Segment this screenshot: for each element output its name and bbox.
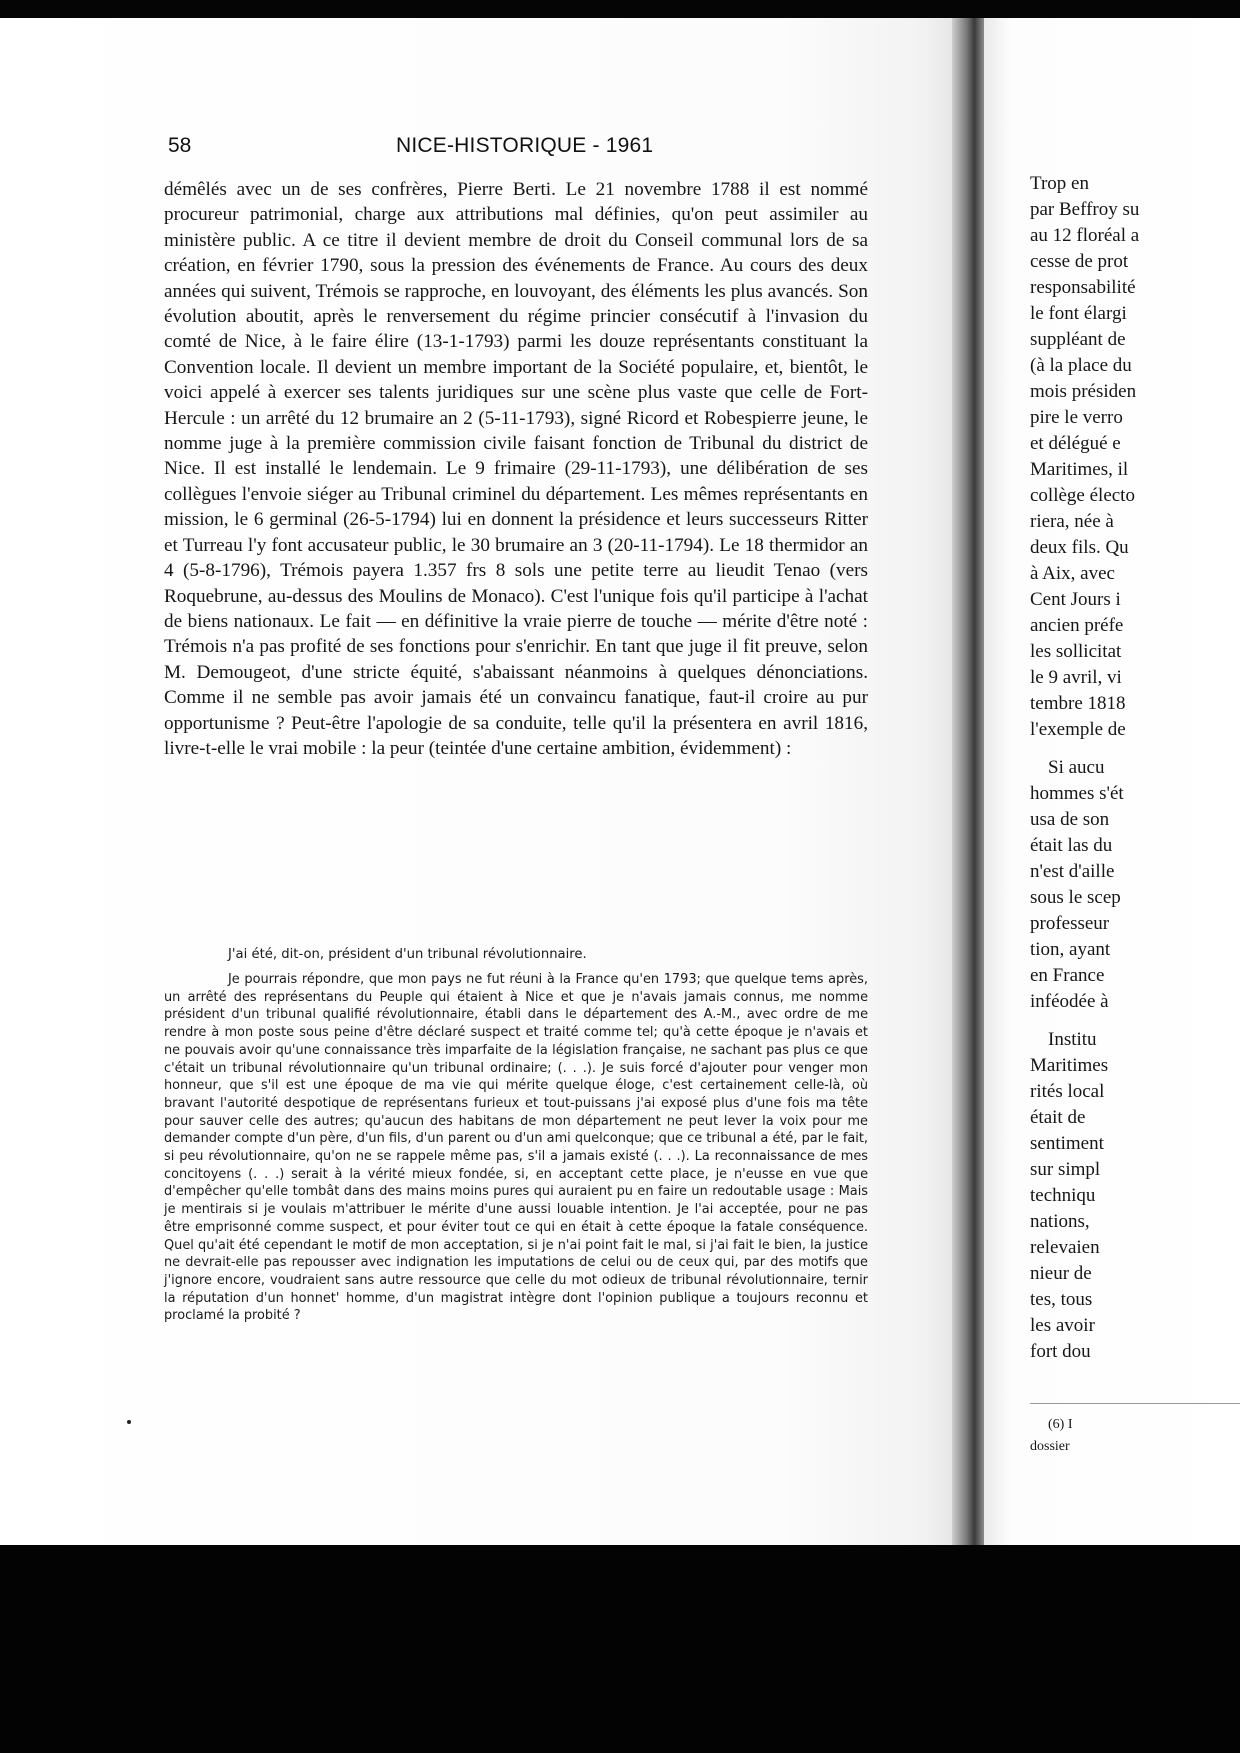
- right-line: Maritimes, il: [1030, 459, 1129, 480]
- right-line: cesse de prot: [1030, 251, 1129, 272]
- right-line: sur simpl: [1030, 1159, 1101, 1180]
- right-line: était de: [1030, 1107, 1086, 1128]
- footnote-rule: [1030, 1403, 1240, 1404]
- right-line: mois présiden: [1030, 381, 1137, 402]
- right-page-text: [1030, 173, 1240, 1493]
- right-line: tes, tous: [1030, 1289, 1093, 1310]
- right-line: responsabilité: [1030, 277, 1136, 298]
- scan-speck: [127, 1420, 131, 1424]
- right-line: fort dou: [1030, 1341, 1091, 1362]
- right-line: par Beffroy su: [1030, 199, 1140, 220]
- right-line: les sollicitat: [1030, 641, 1122, 662]
- footnote-line: (6) I: [1048, 1417, 1073, 1432]
- quote-intro: J'ai été, dit-on, président d'un tribunal révolutionnaire.: [228, 947, 587, 962]
- right-line: l'exemple de: [1030, 719, 1126, 740]
- right-line: et délégué e: [1030, 433, 1121, 454]
- right-line: Cent Jours i: [1030, 589, 1121, 610]
- right-line: au 12 floréal a: [1030, 225, 1140, 246]
- right-line: n'est d'aille: [1030, 861, 1115, 882]
- right-line: professeur: [1030, 913, 1110, 934]
- right-line: riera, née à: [1030, 511, 1114, 532]
- right-line: sous le scep: [1030, 887, 1121, 908]
- quote-text: Je pourrais répondre, que mon pays ne fut réuni à la France qu'en 1793; que quelque tems après, un arrêté des représentans du Peuple qui étaient à Nice et que je n'avais jamais connus, me nomme président d'un tribunal qualifié révolutionnaire, établi dans le département des A.-M., avec ordre de me rendre à mon poste sous peine d'être déclaré suspect et traité comme tel; qu'à cette époque je n'avais et ne pouvais avoir qu'une connaissance très imparfaite de la législation française, ne sachant pas plus ce que c'était un tribunal révolutionnaire qu'un tribunal ordinaire; (. . .). Je suis forcé d'ajouter pour venger mon honneur, que s'il est une époque de ma vie qui mérite quelque éloge, c'est certainement celle-là, où bravant l'autorité despotique de représentans furieux et tout-puissans j'ai exposé plus d'une fois ma tête pour sauver celle des autres; qu'aucun des habitans de mon département ne peut lever la voix pour me demander compte d'un père, d'un fils, d'un parent ou d'un ami quelconque; que ce tribunal a été, par le fait, si peu révolutionnaire, qu'on ne se rappele même pas, s'il a jamais existé (. . .). La reconnaissance de mes concitoyens (. . .) serait à la vérité mieux fondée, si, en acceptant cette place, je n'eusse en vue que d'empêcher qu'elle tombât dans des mains moins pures qui auraient pu en faire un redoutable usage : Mais je mentirais si je voulais m'attribuer le mérite d'une aussi louable intention. Je l'ai acceptée, pour ne pas être emprisonné comme suspect, et pour éviter tout ce qui en était à cette époque la fatale conséquence. Quel qu'ait été cependant le motif de mon acceptation, si je n'ai point fait le mal, si j'ai fait le bien, la justice ne devrait-elle pas repousser avec indignation les imputations de celui ou de ceux qui, par des motifs que j'ignore encore, voudraient sans autre ressource que celle du mot odieux de tribunal révolutionnaire, ternir la réputation d'un honnet' homme, d'un magistrat intègre dont l'opinion publique a toujours reconnu et proclamé la probité ?: [164, 972, 868, 1324]
- journal-title: NICE-HISTORIQUE - 1961: [396, 134, 654, 157]
- right-line: deux fils. Qu: [1030, 537, 1129, 558]
- page-number: 58: [168, 134, 192, 157]
- right-line: (à la place du: [1030, 355, 1132, 376]
- right-line: collège électo: [1030, 485, 1135, 506]
- body-text: démêlés avec un de ses confrères, Pierre Berti. Le 21 novembre 1788 il est nommé procureur patrimonial, charge aux attributions mal définies, qu'on peut assimiler au ministère public. A ce titre il devient membre de droit du Conseil communal lors de sa création, en février 1790, sous la pression des événements de France. Au cours des deux années qui suivent, Trémois se rapproche, en louvoyant, des éléments les plus avancés. Son évolution aboutit, après le renversement du régime princier consécutif à l'invasion du comté de Nice, à le faire élire (13-1-1793) parmi les douze représentants constituant la Convention locale. Il devient un membre important de la Société populaire, et, bientôt, le voici appelé à exercer ses talents juridiques sur une scène plus vaste que celle de Fort-Hercule : un arrêté du 12 brumaire an 2 (5-11-1793), signé Ricord et Robespierre jeune, le nomme juge à la première commission civile faisant fonction de Tribunal du district de Nice. Il est installé le lendemain. Le 9 frimaire (29-11-1793), une délibération de ses collègues l'envoie siéger au Tribunal criminel du département. Les mêmes représentants en mission, le 6 germinal (26-5-1794) lui en donnent la présidence et leurs successeurs Ritter et Turreau l'y font accusateur public, le 30 brumaire an 3 (20-11-1794). Le 18 thermidor an 4 (5-8-1796), Trémois payera 1.357 frs 8 sols une petite terre au lieudit Tenao (vers Roquebrune, au-dessus des Moulins de Monaco). C'est l'unique fois qu'il participe à l'achat de biens nationaux. Le fait — en définitive la vraie pierre de touche — mérite d'être noté : Trémois n'a pas profité de ses fonctions pour s'enrichir. En tant que juge il fit preuve, selon M. Demougeot, d'une stricte équité, s'abaissant néanmoins à quelques dénonciations. Comme il ne semble pas avoir jamais été un convaincu fanatique, faut-il croire au pur opportunisme ? Peut-être l'apologie de sa conduite, telle qu'il la présentera en avril 1816, livre-t-elle le vrai mobile : la peur (teintée d'une certaine ambition, évidemment) :: [164, 179, 868, 759]
- right-line: Institu: [1048, 1029, 1097, 1050]
- body-paragraph: [164, 177, 868, 761]
- right-line: le 9 avril, vi: [1030, 667, 1122, 688]
- right-line: nieur de: [1030, 1263, 1092, 1284]
- book-gutter: [952, 18, 984, 1548]
- right-line: les avoir: [1030, 1315, 1095, 1336]
- right-line: Maritimes: [1030, 1055, 1109, 1076]
- right-line: rités local: [1030, 1081, 1105, 1102]
- right-line: techniqu: [1030, 1185, 1096, 1206]
- scan-bottom-edge: [0, 1545, 1240, 1753]
- right-line: relevaien: [1030, 1237, 1100, 1258]
- right-line: le font élargi: [1030, 303, 1127, 324]
- right-line: en France: [1030, 965, 1105, 986]
- right-line: à Aix, avec: [1030, 563, 1115, 584]
- right-line: tion, ayant: [1030, 939, 1111, 960]
- right-line: hommes s'ét: [1030, 783, 1124, 804]
- right-line: sentiment: [1030, 1133, 1104, 1154]
- right-line: suppléant de: [1030, 329, 1126, 350]
- right-line: nations,: [1030, 1211, 1090, 1232]
- right-line: usa de son: [1030, 809, 1110, 830]
- right-line: Si aucu: [1048, 757, 1105, 778]
- right-line: ancien préfe: [1030, 615, 1124, 636]
- running-header: [168, 134, 868, 168]
- right-line: était las du: [1030, 835, 1113, 856]
- right-line: tembre 1818: [1030, 693, 1126, 714]
- right-line: inféodée à: [1030, 991, 1109, 1012]
- right-line: pire le verro: [1030, 407, 1123, 428]
- right-line: Trop en: [1030, 173, 1089, 194]
- footnote-line: dossier: [1030, 1439, 1070, 1454]
